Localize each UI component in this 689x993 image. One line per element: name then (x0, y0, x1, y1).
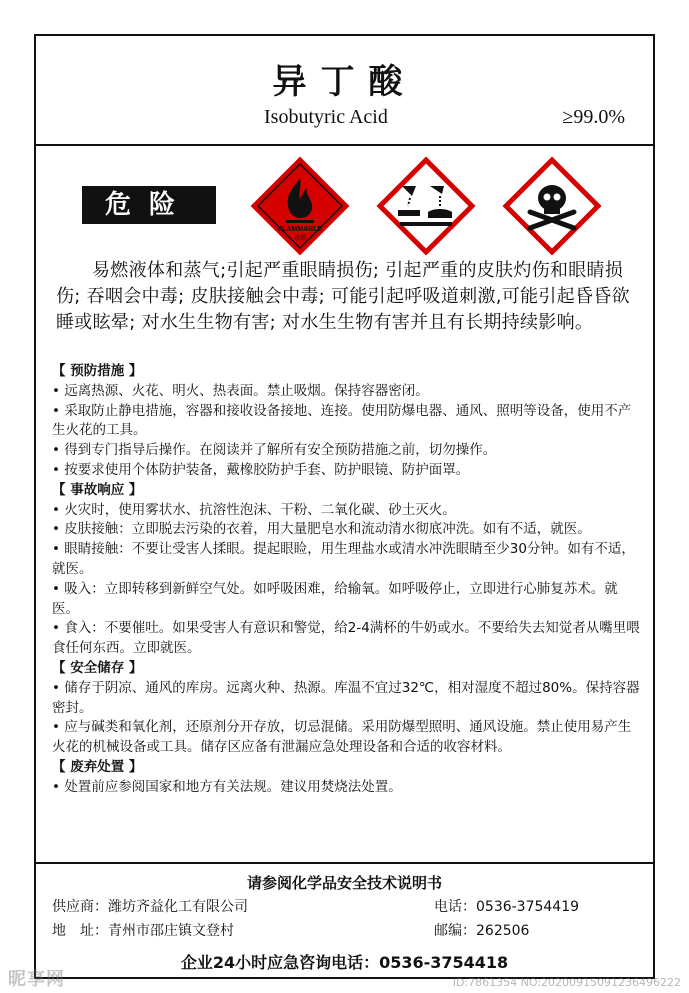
pictogram-text-en: FLAMMABLE (277, 226, 323, 233)
list-item: • 储存于阴凉、通风的库房。远离火种、热源。库温不宜过32℃，相对湿度不超过80%。保持容器密封。 (52, 679, 640, 716)
address-value: 青州市邵庄镇文登村 (108, 923, 234, 939)
signal-word: 危险 (82, 186, 216, 224)
address-label: 地 址： (52, 923, 108, 939)
postcode-label: 邮编： (434, 923, 476, 939)
section-title: 【 事故响应 】 (52, 481, 143, 498)
supplier-name: 潍坊齐益化工有限公司 (108, 899, 248, 915)
list-item: • 得到专门指导后操作。在阅读并了解所有安全预防措施之前，切勿操作。 (52, 442, 497, 459)
list-item: • 火灾时，使用雾状水、抗溶性泡沫、干粉、二氧化碳、砂土灭火。 (52, 501, 456, 518)
toxic-skull-pictogram (502, 156, 602, 256)
list-item: • 应与碱类和氧化剂，还原剂分开存放，切忌混储。采用防爆型照明、通风设施。禁止使用易产生火花的机械设备或工具。储存区应备有泄漏应急处理设备和合适的收容材料。 (52, 719, 632, 756)
phone-row (434, 896, 579, 916)
list-item: • 眼睛接触：不要让受害人揉眼。提起眼睑，用生理盐水或清水冲洗眼睛至少30分钟。如有不适，就医。 (52, 541, 635, 577)
purity-value: ≥99.0% (562, 106, 625, 128)
list-item: • 皮肤接触：立即脱去污染的衣着，用大量肥皂水和流动清水彻底冲洗。如有不适，就医。 (52, 521, 591, 538)
list-item: • 吸入：立即转移到新鲜空气处。如呼吸困难，给输氧。如呼吸停止，立即进行心肺复苏术。就医。 (52, 580, 618, 617)
precautionary-statements (52, 362, 644, 798)
chemical-label (34, 34, 655, 979)
sds-reference: 请参阅化学品安全技术说明书 (246, 874, 442, 892)
section-response (52, 481, 644, 659)
label-header (36, 36, 653, 146)
list-item: • 按要求使用个体防护装备，戴橡胶防护手套、防护眼镜、防护面罩。 (52, 461, 470, 478)
watermark-site: 昵享网 (8, 969, 65, 990)
supplier-footer (36, 862, 653, 977)
section-title: 【 安全储存 】 (52, 659, 143, 676)
address-row (52, 920, 234, 940)
supplier-label: 供应商： (52, 899, 108, 915)
flammable-pictogram (250, 156, 350, 256)
phone-label: 电话： (434, 899, 476, 915)
list-item: • 远离热源、火花、明火、热表面。禁止吸烟。保持容器密闭。 (52, 382, 429, 399)
supplier-row (52, 896, 248, 916)
product-name-en: Isobutyric Acid (264, 106, 388, 128)
emergency-hotline: 企业24小时应急咨询电话：0536-3754418 (180, 953, 509, 972)
hazard-statement: 易燃液体和蒸气;引起严重眼睛损伤; 引起严重的皮肤灼伤和眼睛损伤; 吞咽会中毒; 皮肤接触会中毒; 可能引起呼吸道刺激,可能引起昏昏欲睡或眩晕; 对水生生物有害; 对水生生物有害并且有长期持续影响。 (56, 260, 630, 333)
product-name-cn: 异丁酸 (272, 62, 417, 102)
watermark-id: ID:7861354 NO:20200915091236496222 (452, 976, 681, 989)
phone-number: 0536-3754419 (476, 899, 580, 915)
list-item: • 采取防止静电措施，容器和接收设备接地、连接。使用防爆电器、通风、照明等设备，使用不产生火花的工具。 (52, 402, 632, 439)
section-disposal (52, 758, 644, 798)
section-title: 【 预防措施 】 (52, 363, 143, 379)
pictogram-text-cn: 易燃 (293, 235, 307, 242)
list-item: • 食入：不要催吐。如果受害人有意识和警觉，给2-4满杯的牛奶或水。不要给失去知觉者从嘴里喂食任何东西。立即就医。 (52, 620, 640, 657)
section-title: 【 废弃处置 】 (52, 758, 143, 775)
corrosive-pictogram (376, 156, 476, 256)
postcode-value: 262506 (476, 923, 530, 939)
section-prevention (52, 362, 644, 481)
postcode-row (434, 920, 529, 940)
list-item: • 处置前应参阅国家和地方有关法规。建议用焚烧法处置。 (52, 778, 402, 795)
section-storage (52, 659, 644, 758)
